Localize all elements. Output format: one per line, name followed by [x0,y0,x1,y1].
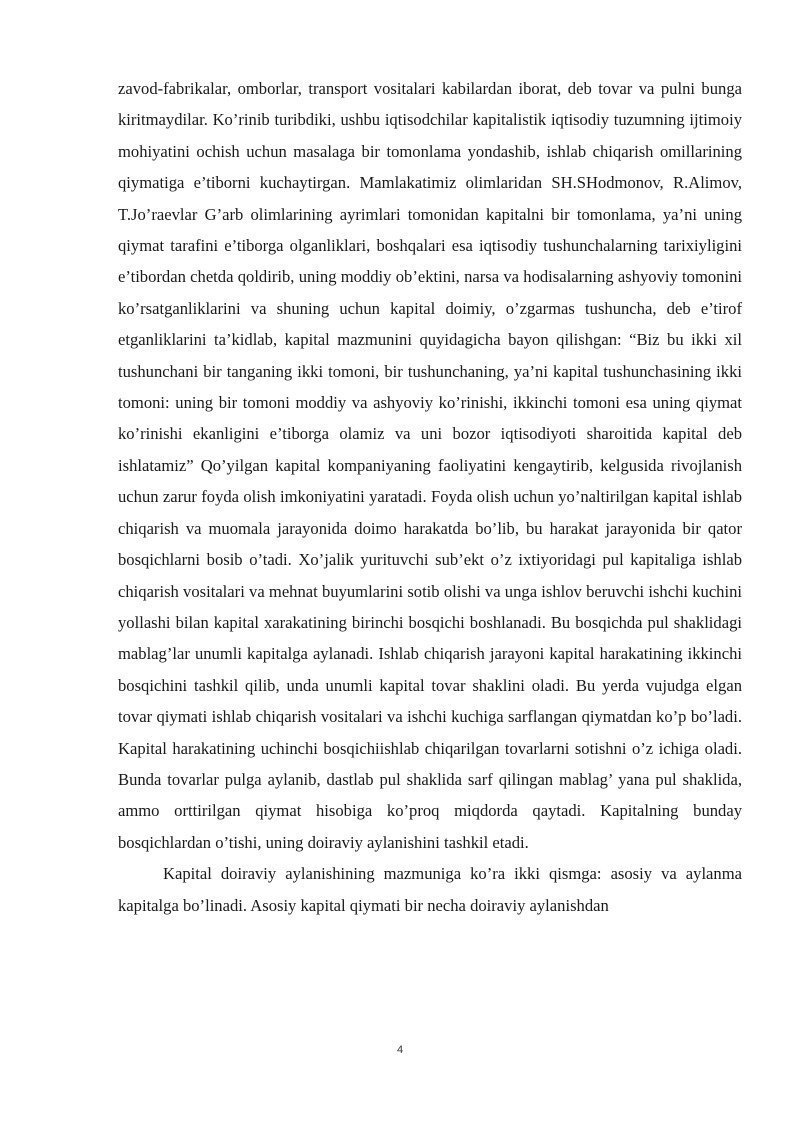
body-text [118,73,742,921]
paragraph-1: zavod-fabrikalar, omborlar, transport vositalari kabilardan iborat, deb tovar va pulni bunga kiritmaydilar. Ko’rinib turibdiki, ushbu iqtisodchilar kapitalistik iqtisodiy tuzumning ijtimoiy mohiyatini ochish uchun masalaga bir tomonlama yondashib, ishlab chiqarish omillarining qiymatiga e’tiborni kuchaytirgan. Mamlakatimiz olimlaridan SH.SHodmonov, R.Alimov, T.Jo’raevlar G’arb olimlarining ayrimlari tomonidan kapitalni bir tomonlama, ya’ni uning qiymat tarafini e’tiborga olganliklari, boshqalari esa iqtisodiy tushunchalarning tarixiyligini e’tibordan chetda qoldirib, uning moddiy ob’ektini, narsa va hodisalarning ashyoviy tomonini ko’rsatganliklarini va shuning uchun kapital doimiy, o’zgarmas tushuncha, deb e’tirof etganliklarini ta’kidlab, kapital mazmunini quyidagicha bayon qilishgan: “Biz bu ikki xil tushunchani bir tanganing ikki tomoni, bir tushunchaning, ya’ni kapital tushunchasining ikki tomoni: uning bir tomoni moddiy va ashyoviy ko’rinishi, ikkinchi tomoni esa uning qiymat ko’rinishi ekanligini e’tiborga olamiz va uni bozor iqtisodiyoti sharoitida kapital deb ishlatamiz” Qo’yilgan kapital kompaniyaning faoliyatini kengaytirib, kelgusida rivojlanish uchun zarur foyda olish imkoniyatini yaratadi. Foyda olish uchun yo’naltirilgan kapital ishlab chiqarish va muomala jarayonida doimo harakatda bo’lib, bu harakat jarayonida bir qator bosqichlarni bosib o’tadi. Xo’jalik yurituvchi sub’ekt o’z ixtiyoridagi pul kapitaliga ishlab chiqarish vositalari va mehnat buyumlarini sotib olishi va unga ishlov beruvchi ishchi kuchini yollashi bilan kapital xarakatining birinchi bosqichi boshlanadi. Bu bosqichda pul shaklidagi mablag’lar unumli kapitalga aylanadi. Ishlab chiqarish jarayoni kapital harakatining ikkinchi bosqichini tashkil qilib, unda unumli kapital tovar shaklini oladi. Bu yerda vujudga elgan tovar qiymati ishlab chiqarish vositalari va ishchi kuchiga sarflangan qiymatdan ko’p bo’ladi. Kapital harakatining uchinchi bosqichiishlab chiqarilgan tovarlarni sotishni o’z ichiga oladi. Bunda tovarlar pulga aylanib, dastlab pul shaklida sarf qilingan mablag’ yana pul shaklida, ammo orttirilgan qiymat hisobiga ko’proq miqdorda qaytadi. Kapitalning bunday bosqichlardan o’tishi, uning doiraviy aylanishini tashkil etadi. [118,79,742,852]
page-number: 4 [396,1044,404,1056]
paragraph-2: Kapital doiraviy aylanishining mazmuniga ko’ra ikki qismga: asosiy va aylanma kapitalga bo’linadi. Asosiy kapital qiymati bir necha doiraviy aylanishdan [118,864,742,915]
